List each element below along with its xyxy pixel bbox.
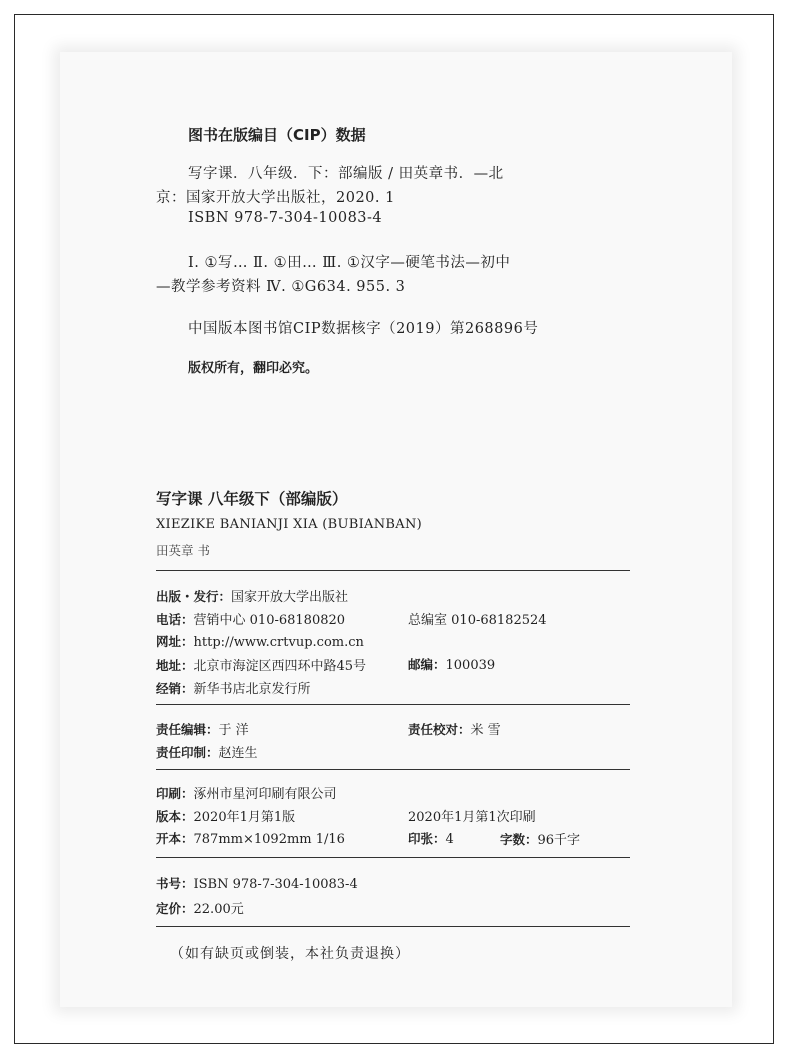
print-manager-value: 赵连生 — [218, 746, 258, 761]
print-manager-label: 责任印制： — [156, 745, 219, 760]
rights-notice: 版权所有，翻印必究。 — [188, 361, 319, 376]
cip-line-1: 写字课．八年级．下：部编版 / 田英章书．—北 — [188, 166, 504, 182]
word-count-label: 字数： — [500, 832, 538, 847]
website-label: 网址： — [156, 634, 194, 649]
postcode — [408, 655, 495, 673]
cip-record-number: 中国版本图书馆CIP数据核字（2019）第268896号 — [188, 321, 539, 337]
publisher-value: 国家开放大学出版社 — [231, 590, 349, 605]
price-row — [156, 898, 244, 917]
sheets-label: 印张： — [408, 831, 446, 846]
printer-row — [156, 783, 337, 802]
edition-label: 版本： — [156, 809, 194, 824]
distributor-value: 新华书店北京发行所 — [193, 682, 311, 697]
book-number-label: 书号： — [156, 876, 194, 891]
divider — [156, 769, 630, 770]
format-value: 787mm×1092mm 1/16 — [193, 832, 345, 847]
format-row — [156, 829, 345, 847]
edition-row — [156, 806, 295, 825]
address-row — [156, 655, 366, 674]
editorial-phone-label: 总编室 — [408, 613, 448, 628]
postcode-label: 邮编： — [408, 657, 446, 672]
distributor-row — [156, 678, 311, 697]
cip-heading: 图书在版编目（CIP）数据 — [188, 126, 366, 144]
book-number-row — [156, 874, 358, 892]
word-count-value: 96千字 — [537, 833, 581, 848]
website-row — [156, 632, 364, 650]
book-title-pinyin: XIEZIKE BANIANJI XIA (BUBIANBAN) — [156, 517, 423, 532]
printer-value: 涿州市星河印刷有限公司 — [193, 787, 337, 802]
price-label: 定价： — [156, 901, 194, 916]
printer-label: 印刷： — [156, 786, 194, 801]
cip-line-2: 京：国家开放大学出版社，2020. 1 — [156, 190, 395, 206]
editor-value: 于 洋 — [218, 723, 249, 738]
editorial-phone-value: 010-68182524 — [451, 613, 547, 628]
proofreader-value: 米 雪 — [470, 723, 501, 738]
address-value: 北京市海淀区西四环中路45号 — [193, 659, 367, 674]
impression: 2020年1月第1次印刷 — [408, 810, 536, 825]
return-policy-note: （如有缺页或倒装，本社负责退换） — [170, 946, 410, 962]
distributor-label: 经销： — [156, 681, 194, 696]
editor-label: 责任编辑： — [156, 722, 219, 737]
phone-row — [156, 609, 345, 628]
divider — [156, 704, 630, 705]
sheets-value: 4 — [445, 832, 454, 847]
proofreader-label: 责任校对： — [408, 722, 471, 737]
book-author: 田英章 书 — [156, 543, 210, 558]
editorial-phone — [408, 609, 547, 628]
edition-value: 2020年1月第1版 — [193, 810, 296, 825]
book-number-value: ISBN 978-7-304-10083-4 — [193, 877, 358, 892]
word-count — [500, 829, 580, 848]
proofreader — [408, 719, 501, 738]
phone-label: 电话： — [156, 612, 194, 627]
cip-class-1: Ⅰ. ①写… Ⅱ. ①田… Ⅲ. ①汉字—硬笔书法—初中 — [188, 255, 511, 271]
website-value: http://www.crtvup.com.cn — [193, 635, 364, 650]
editor-row — [156, 719, 249, 738]
cip-isbn: ISBN 978-7-304-10083-4 — [188, 210, 383, 226]
book-title: 写字课 八年级下（部编版） — [156, 490, 348, 508]
sheets — [408, 829, 454, 847]
copyright-page — [60, 52, 732, 1007]
divider — [156, 570, 630, 571]
format-label: 开本： — [156, 831, 194, 846]
price-value: 22.00元 — [193, 902, 244, 917]
phone-value: 营销中心 010-68180820 — [193, 613, 346, 628]
postcode-value: 100039 — [445, 658, 496, 673]
divider — [156, 926, 630, 927]
print-manager-row — [156, 742, 258, 761]
cip-class-2: —教学参考资料 Ⅳ. ①G634. 955. 3 — [156, 279, 406, 295]
publisher-row — [156, 586, 348, 605]
publisher-label: 出版・发行： — [156, 589, 232, 604]
address-label: 地址： — [156, 658, 194, 673]
divider — [156, 857, 630, 858]
